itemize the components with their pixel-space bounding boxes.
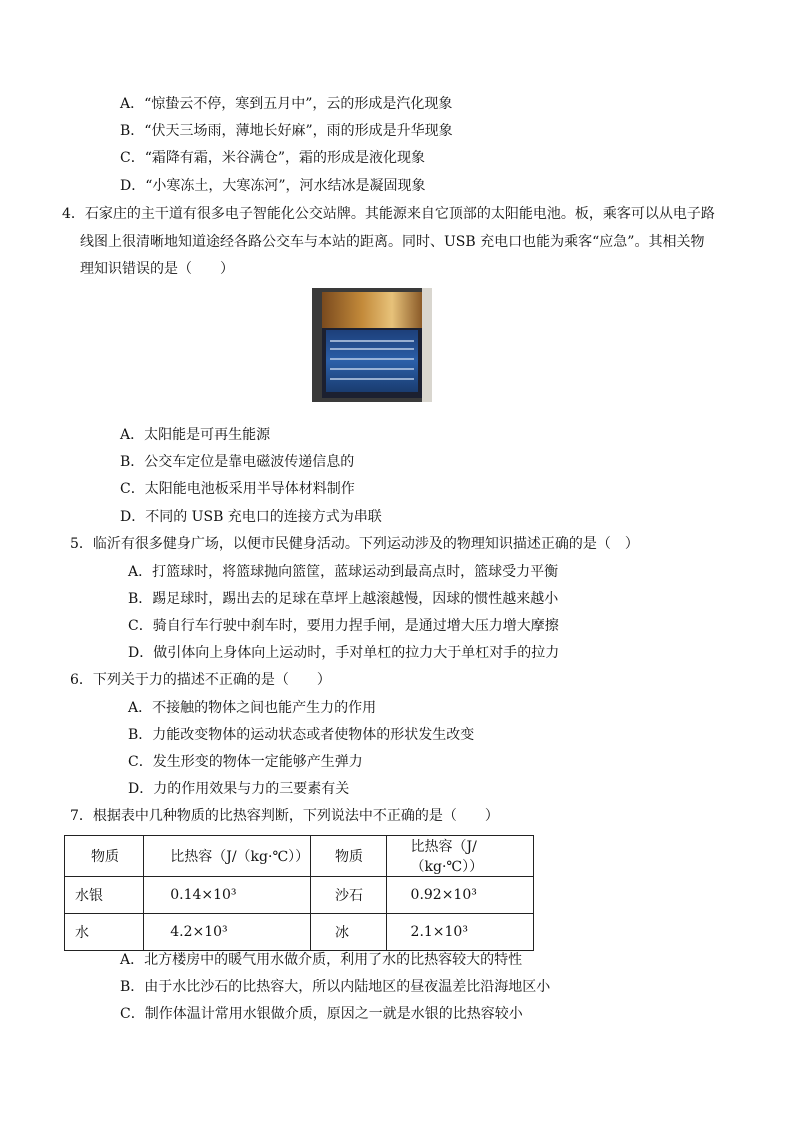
q3-option-b: B．“伏天三场雨，薄地长好麻”，雨的形成是升华现象 [120,123,453,139]
q4-stem-line2: 线图上很清晰地知道途经各路公交车与本站的距离。同时、USB 充电口也能为乘客“应急”。其相关物 [80,234,705,250]
q4-option-d: D．不同的 USB 充电口的连接方式为串联 [120,509,382,525]
q7-stem: 7．根据表中几种物质的比热容判断，下列说法中不正确的是（ ） [70,808,499,824]
bus-stop-sign-photo [312,288,432,402]
q4-option-b: B．公交车定位是靠电磁波传递信息的 [120,454,355,470]
q5-stem: 5．临沂有很多健身广场，以便市民健身活动。下列运动涉及的物理知识描述正确的是（ ） [70,536,639,552]
q5-option-d: D．做引体向上身体向上运动时，手对单杠的拉力大于单杠对手的拉力 [128,645,560,661]
q7-option-b: B．由于水比沙石的比热容大，所以内陆地区的昼夜温差比沿海地区小 [120,979,551,995]
q4-stem-line1: 4．石家庄的主干道有很多电子智能化公交站牌。其能源来自它顶部的太阳能电池。板，乘客可以从电子路 [62,206,715,222]
table-cell: 水 [65,914,144,951]
q4-option-c: C．太阳能电池板采用半导体材料制作 [120,481,355,497]
table-cell: 冰 [311,914,386,951]
q6-stem: 6．下列关于力的描述不正确的是（ ） [70,672,331,688]
q6-option-d: D．力的作用效果与力的三要素有关 [128,781,350,797]
table-cell: 0.92×10³ [386,877,533,914]
specific-heat-table [64,835,534,951]
q7-option-c: C．制作体温计常用水银做介质，原因之一就是水银的比热容较小 [120,1006,523,1022]
q6-option-a: A．不接触的物体之间也能产生力的作用 [128,700,377,716]
q4-option-a: A．太阳能是可再生能源 [120,427,271,443]
table-cell: 沙石 [311,877,386,914]
table-header-cell: 物质 [65,836,144,877]
q5-option-b: B．踢足球时，踢出去的足球在草坪上越滚越慢，因球的惯性越来越小 [128,591,559,607]
table-cell: 0.14×10³ [144,877,311,914]
q3-option-a: A．“惊蛰云不停，寒到五月中”，云的形成是汽化现象 [120,96,453,112]
table-cell: 2.1×10³ [386,914,533,951]
table-row [65,877,534,914]
table-header-cell: 比热容（J/（kg·℃）） [386,836,533,877]
q4-stem-line3: 理知识错误的是（ ） [80,261,234,277]
table-row [65,914,534,951]
q5-option-a: A．打篮球时，将篮球抛向篮筐，蓝球运动到最高点时，篮球受力平衡 [128,564,559,580]
q7-option-a: A．北方楼房中的暖气用水做介质，利用了水的比热容较大的特性 [120,952,523,968]
table-cell: 水银 [65,877,144,914]
table-header-row [65,836,534,877]
table-header-cell: 比热容（J/（kg·℃）） [144,836,311,877]
q6-option-c: C．发生形变的物体一定能够产生弹力 [128,754,363,770]
q3-option-d: D．“小寒冻土，大寒冻河”，河水结冰是凝固现象 [120,178,426,194]
table-header-cell: 物质 [311,836,386,877]
q3-option-c: C．“霜降有霜，米谷满仓”，霜的形成是液化现象 [120,150,426,166]
table-cell: 4.2×10³ [144,914,311,951]
q5-option-c: C．骑自行车行驶中刹车时，要用力捏手闸，是通过增大压力增大摩擦 [128,618,559,634]
q6-option-b: B．力能改变物体的运动状态或者使物体的形状发生改变 [128,727,475,743]
